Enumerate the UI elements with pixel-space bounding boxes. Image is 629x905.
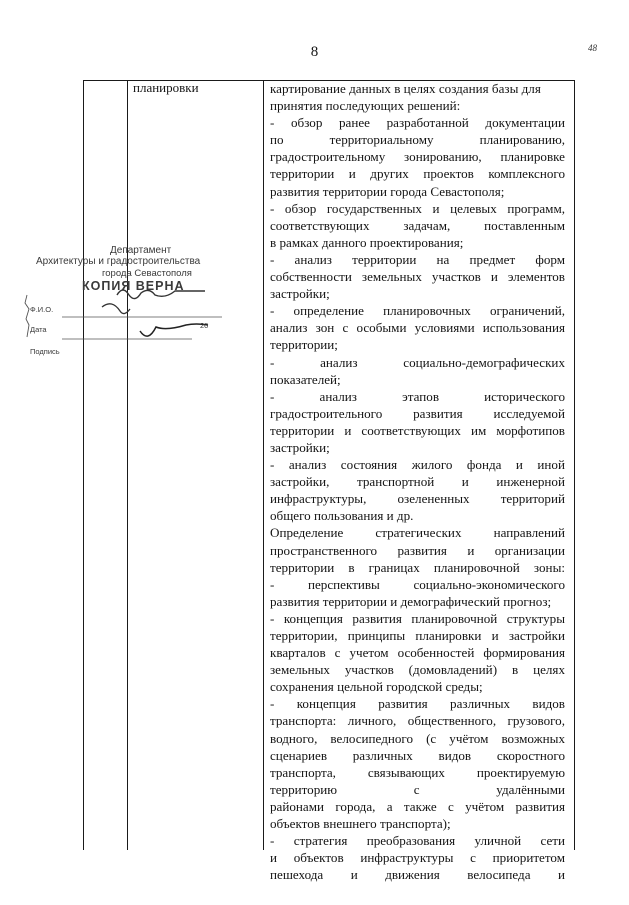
content-line: застройки, транспортной и инженерной bbox=[270, 474, 565, 490]
content-line: территории, принципы планировки и застройки bbox=[270, 628, 565, 643]
section-content bbox=[270, 80, 565, 883]
content-line: районами города, а также с учётом развития bbox=[270, 798, 565, 814]
content-line: принятия последующих решений: bbox=[270, 98, 461, 114]
content-line: объектов внешнего транспорта); bbox=[270, 816, 451, 832]
content-line: собственности земельных участков и элементов bbox=[270, 269, 565, 285]
stamp-signature-label: Подпись bbox=[30, 347, 60, 356]
stamp-fio-label: Ф.И.О. bbox=[30, 305, 54, 314]
content-line: - анализ социально-демографических bbox=[270, 354, 565, 370]
content-line: градостроительному зонированию, планировке bbox=[270, 149, 565, 165]
content-line: развития территории города Севастополя; bbox=[270, 183, 505, 199]
stamp-line-2: Архитектуры и градостроительства bbox=[36, 256, 201, 267]
content-line: застройки; bbox=[270, 439, 330, 455]
content-line: пешехода и движения велосипеда и bbox=[270, 867, 565, 883]
content-line: земельных участков (домовладений) в целях bbox=[270, 662, 565, 678]
section-label: планировки bbox=[133, 80, 199, 95]
content-line: - концепция развития различных видов bbox=[270, 696, 565, 712]
content-line: - анализ этапов исторического bbox=[270, 388, 565, 404]
page-number: 8 bbox=[310, 44, 319, 60]
content-line: пространственного развития и организации bbox=[270, 542, 565, 558]
content-line: в рамках данного проектирования; bbox=[270, 234, 464, 250]
content-line: инфраструктуры, озелененных территорий bbox=[270, 491, 565, 507]
sheet-number: 48 bbox=[588, 43, 597, 53]
content-line: территории и других проектов комплексного bbox=[270, 166, 565, 182]
content-line: общего пользования и др. bbox=[270, 508, 414, 524]
content-line: по территориальному планированию, bbox=[270, 132, 565, 148]
content-line: транспорта, связывающих проектируемую bbox=[270, 764, 565, 780]
content-line: - обзор ранее разработанной документации bbox=[270, 115, 565, 131]
content-line: территории; bbox=[270, 337, 338, 353]
stamp-year-suffix: 20 bbox=[200, 321, 209, 330]
content-line: - анализ состояния жилого фонда и иной bbox=[270, 457, 565, 473]
content-line: кварталов с учетом особенностей формирования bbox=[270, 645, 565, 661]
content-line: - обзор государственных и целевых программ, bbox=[270, 200, 565, 216]
content-line: и объектов инфраструктуры с приоритетом bbox=[270, 850, 565, 866]
table-column-divider-1 bbox=[127, 80, 128, 850]
copy-certification-stamp bbox=[22, 245, 257, 370]
content-line: - перспективы социально-экономического bbox=[270, 576, 565, 592]
content-line: Определение стратегических направлений bbox=[270, 525, 565, 541]
content-line: соответствующих задачам, поставленным bbox=[270, 217, 565, 233]
table-border-right bbox=[574, 80, 575, 850]
content-line: - анализ территории на предмет форм bbox=[270, 251, 565, 267]
content-line: сценариев различных видов скоростного bbox=[270, 747, 565, 763]
content-line: территории и соответствующих им морфотипов bbox=[270, 422, 565, 438]
content-line: - определение планировочных ограничений, bbox=[270, 303, 565, 319]
content-line: картирование данных в целях создания базы для bbox=[270, 81, 541, 96]
content-line: - стратегия преобразования уличной сети bbox=[270, 833, 565, 849]
content-line: транспорта: личного, общественного, грузового, bbox=[270, 713, 565, 729]
stamp-copy-true: КОПИЯ ВЕРНА bbox=[82, 279, 185, 293]
content-line: градостроительного развития исследуемой bbox=[270, 405, 565, 421]
content-line: сохранения цельной городской среды; bbox=[270, 679, 483, 695]
stamp-line-1: Департамент bbox=[110, 245, 172, 256]
stamp-date-label: Дата bbox=[30, 325, 47, 334]
content-line: - концепция развития планировочной структуры bbox=[270, 610, 565, 626]
table-column-divider-2 bbox=[263, 80, 264, 850]
content-line: показателей; bbox=[270, 371, 341, 387]
content-line: анализ зон с особыми условиями использования bbox=[270, 320, 565, 336]
content-line: застройки; bbox=[270, 286, 330, 302]
content-line: развития территории и демографический прогноз; bbox=[270, 593, 552, 609]
table-border-left bbox=[83, 80, 84, 850]
stamp-line-3: города Севастополя bbox=[102, 268, 192, 279]
content-table bbox=[83, 80, 575, 883]
content-line: территорию с удалёнными bbox=[270, 781, 565, 797]
content-line: водного, велосипедного (с учётом возможных bbox=[270, 730, 565, 746]
content-line: территории в границах планировочной зоны: bbox=[270, 559, 565, 575]
